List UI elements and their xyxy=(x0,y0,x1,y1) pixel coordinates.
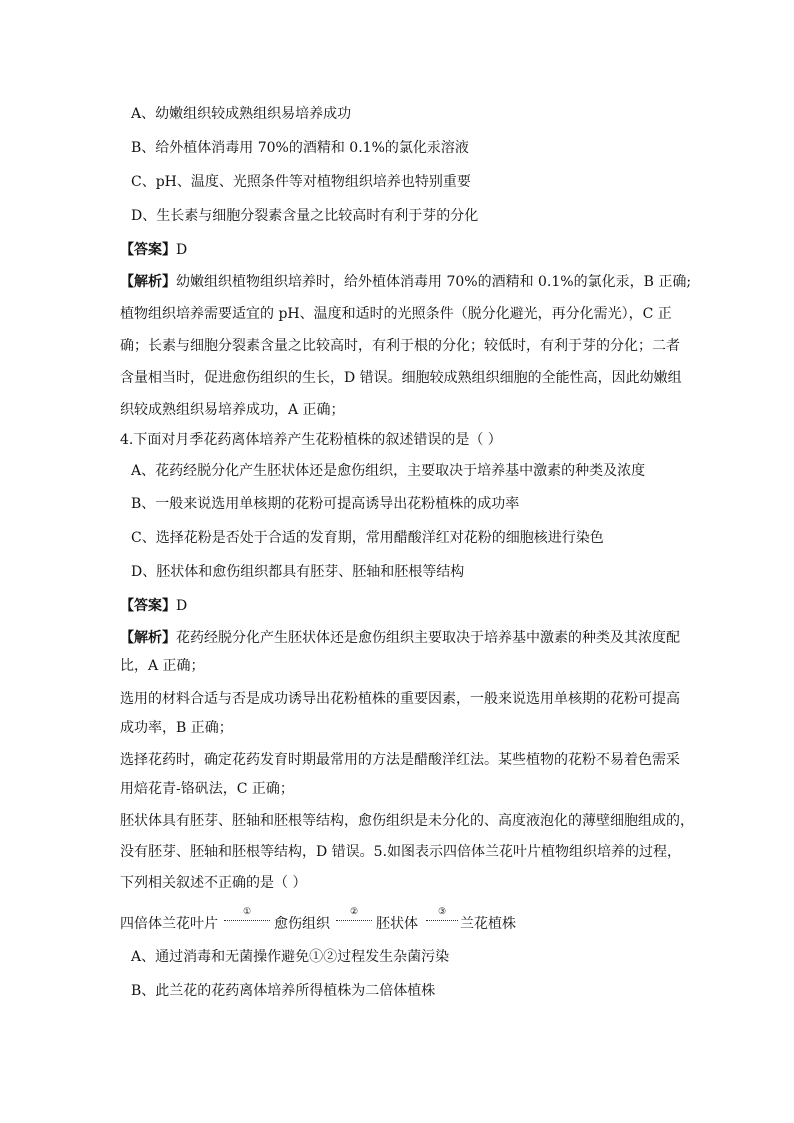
q3-answer xyxy=(120,240,680,260)
q4-analysis-line: 选择花药时，确定花药发育时期最常用的方法是醋酸洋红法。某些植物的花粉不易着色需采 xyxy=(120,752,680,768)
flow-arrow-3 xyxy=(426,909,458,931)
q4-analysis-line xyxy=(120,628,680,648)
flow-node-plant: 兰花植株 xyxy=(460,916,516,932)
analysis-text: 幼嫩组织植物组织培养时，给外植体消毒用 70%的酒精和 0.1%的氯化汞，B 正确; xyxy=(176,274,692,290)
answer-value: D xyxy=(176,598,188,614)
step-3-marker: ③ xyxy=(437,907,447,917)
q4-option-b: B、一般来说选用单核期的花粉可提高诱导出花粉植株的成功率 xyxy=(131,496,520,512)
analysis-label: 【解析】 xyxy=(120,274,176,290)
q4-analysis-line: 胚状体具有胚芽、胚轴和胚根等结构，愈伤组织是未分化的、高度液泡化的薄壁细胞组成的， xyxy=(120,813,694,829)
answer-value: D xyxy=(176,242,188,258)
flow-node-embryoid: 胚状体 xyxy=(376,916,418,932)
q4-analysis-line: 用焙花青-铬矾法，C 正确； xyxy=(120,781,294,797)
q4-option-d: D、胚状体和愈伤组织都具有胚芽、胚轴和胚根等结构 xyxy=(131,564,465,580)
q3-option-a: A、幼嫩组织较成熟组织易培养成功 xyxy=(131,106,352,122)
step-2-marker: ② xyxy=(349,907,359,917)
flow-arrow-1 xyxy=(224,909,270,931)
dotted-arrow-line xyxy=(224,920,270,921)
q5-option-b: B、此兰花的花药离体培养所得植株为二倍体植株 xyxy=(131,983,436,999)
q4-analysis-line: 下列相关叙述不正确的是（ ） xyxy=(120,875,307,891)
q4-option-c: C、选择花粉是否处于合适的发育期，常用醋酸洋红对花粉的细胞核进行染色 xyxy=(131,530,604,546)
q4-analysis-line: 成功率，B 正确； xyxy=(120,720,233,736)
flow-node-leaf: 四倍体兰花叶片 xyxy=(120,916,218,932)
q4-analysis-line: 没有胚芽、胚轴和胚根等结构，D 错误。5.如图表示四倍体兰花叶片植物组织培养的过程， xyxy=(120,844,682,860)
analysis-text: 花药经脱分化产生胚状体还是愈伤组织主要取决于培养基中激素的种类及其浓度配 xyxy=(176,630,680,646)
flow-node-callus: 愈伤组织 xyxy=(274,916,330,932)
q4-option-a: A、花药经脱分化产生胚状体还是愈伤组织，主要取决于培养基中激素的种类及浓度 xyxy=(131,463,646,479)
q4-analysis-line: 比，A 正确； xyxy=(120,658,205,674)
answer-label: 【答案】 xyxy=(120,598,176,614)
q4-stem: 4.下面对月季花药离体培养产生花粉植株的叙述错误的是（ ） xyxy=(120,432,502,448)
step-1-marker: ① xyxy=(242,907,252,917)
q5-option-a: A、通过消毒和无菌操作避免①②过程发生杂菌污染 xyxy=(131,949,450,965)
q3-analysis-line: 植物组织培养需要适宜的 pH、温度和适时的光照条件（脱分化避光，再分化需光），C 正 xyxy=(120,306,672,322)
q3-analysis-line: 确；长素与细胞分裂素含量之比较高时，有利于根的分化；较低时，有利于芽的分化；二者 xyxy=(120,338,680,354)
analysis-label: 【解析】 xyxy=(120,630,176,646)
q3-option-c: C、pH、温度、光照条件等对植物组织培养也特别重要 xyxy=(131,174,471,190)
dotted-arrow-line xyxy=(336,920,372,921)
q3-analysis-line: 含量相当时，促进愈伤组织的生长，D 错误。细胞较成熟组织细胞的全能性高，因此幼嫩组 xyxy=(120,370,682,386)
q3-analysis-line xyxy=(120,272,692,292)
q3-option-b: B、给外植体消毒用 70%的酒精和 0.1%的氯化汞溶液 xyxy=(131,140,469,156)
flow-arrow-2 xyxy=(336,909,372,931)
q3-option-d: D、生长素与细胞分裂素含量之比较高时有利于芽的分化 xyxy=(131,208,479,224)
dotted-arrow-line xyxy=(426,920,458,921)
q3-analysis-line: 织较成熟组织易培养成功，A 正确； xyxy=(120,402,345,418)
q4-answer xyxy=(120,596,680,616)
q4-analysis-line: 选用的材料合适与否是成功诱导出花粉植株的重要因素，一般来说选用单核期的花粉可提高 xyxy=(120,691,680,707)
answer-label: 【答案】 xyxy=(120,242,176,258)
culture-process-diagram xyxy=(120,909,680,937)
